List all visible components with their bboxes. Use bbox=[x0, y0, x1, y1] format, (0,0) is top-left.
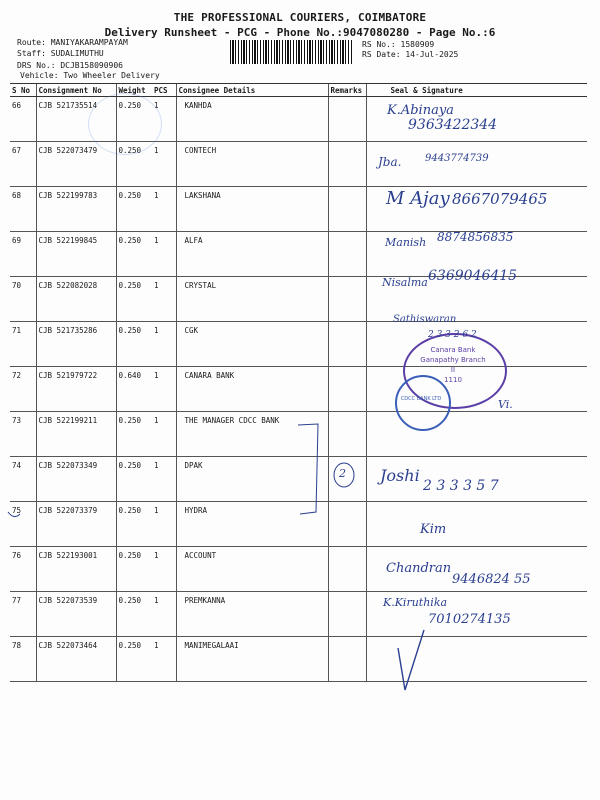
row-consignment-no: CJB 521979722 bbox=[36, 367, 116, 412]
row-consignee: CONTECH bbox=[176, 142, 328, 187]
row-consignment-no: CJB 522073464 bbox=[36, 637, 116, 682]
row-sno: 76 bbox=[10, 547, 36, 592]
signature-75-number: 2 3 3 3 5 7 bbox=[423, 478, 499, 494]
row-sno: 74 bbox=[10, 457, 36, 502]
signature-67-phone: 9443774739 bbox=[425, 153, 489, 164]
row-pcs: 1 bbox=[152, 187, 176, 232]
row-pcs: 1 bbox=[152, 367, 176, 412]
signature-75: Joshi bbox=[380, 466, 420, 485]
signature-77: Chandran bbox=[386, 561, 452, 576]
row-consignee: ACCOUNT bbox=[176, 547, 328, 592]
signature-68: M Ajay bbox=[386, 188, 450, 209]
row-weight: 0.250 bbox=[116, 187, 152, 232]
row-pcs: 1 bbox=[152, 97, 176, 142]
row-sno: 72 bbox=[10, 367, 36, 412]
row-pcs: 1 bbox=[152, 637, 176, 682]
signature-71: Sathiswaran bbox=[393, 314, 457, 325]
row-pcs: 1 bbox=[152, 277, 176, 322]
row-pcs: 1 bbox=[152, 592, 176, 637]
row-pcs: 1 bbox=[152, 457, 176, 502]
row-consignment-no: CJB 521735514 bbox=[36, 97, 116, 142]
row-sno: 66 bbox=[10, 97, 36, 142]
drs-label: DRS No.: DCJB158090906 bbox=[17, 61, 123, 70]
row-pcs: 1 bbox=[152, 322, 176, 367]
row-76-pen-mark bbox=[8, 512, 20, 517]
row-pcs: 1 bbox=[152, 142, 176, 187]
col-pcs: PCS bbox=[152, 84, 176, 97]
row-consignee: PREMKANNA bbox=[176, 592, 328, 637]
row-pcs: 1 bbox=[152, 502, 176, 547]
signature-70-phone: 6369046415 bbox=[428, 268, 518, 284]
row-weight: 0.250 bbox=[116, 547, 152, 592]
bracket-mark bbox=[298, 424, 318, 514]
document-title: THE PROFESSIONAL COURIERS, COIMBATORE bbox=[173, 11, 427, 24]
row-consignment-no: CJB 522082028 bbox=[36, 277, 116, 322]
row-pcs: 1 bbox=[152, 412, 176, 457]
row-pcs: 1 bbox=[152, 547, 176, 592]
row-consignee: CRYSTAL bbox=[176, 277, 328, 322]
row-consignment-no: CJB 522073479 bbox=[36, 142, 116, 187]
row-weight: 0.250 bbox=[116, 637, 152, 682]
signature-70: Nisalma bbox=[382, 276, 428, 289]
row-consignment-no: CJB 522199211 bbox=[36, 412, 116, 457]
row-weight: 0.250 bbox=[116, 232, 152, 277]
row-consignment-no: CJB 522199845 bbox=[36, 232, 116, 277]
col-consignment-no: Consignment No bbox=[36, 84, 116, 97]
staff-label: Staff: SUDALIMUTHU bbox=[17, 49, 104, 58]
circled-number-mark: 2 bbox=[339, 467, 346, 480]
row-weight: 0.640 bbox=[116, 367, 152, 412]
row-consignee: DPAK bbox=[176, 457, 328, 502]
signature-69-phone: 8874856835 bbox=[437, 230, 514, 244]
signature-69: Manish bbox=[385, 236, 427, 249]
row-consignee: CANARA BANK bbox=[176, 367, 328, 412]
row-weight: 0.250 bbox=[116, 592, 152, 637]
signature-66-phone: 9363422344 bbox=[408, 117, 498, 133]
cdcc-stamp-text: CDCC BANK LTD bbox=[400, 396, 442, 402]
rs-date: RS Date: 14-Jul-2025 bbox=[362, 50, 459, 59]
row-weight: 0.250 bbox=[116, 457, 152, 502]
signature-67: Jba. bbox=[378, 155, 402, 169]
signature-71-number: 2 3 3 2 6 2 bbox=[428, 330, 477, 340]
row-consignee: MANIMEGALAAI bbox=[176, 637, 328, 682]
row-sno: 71 bbox=[10, 322, 36, 367]
document-subtitle: Delivery Runsheet - PCG - Phone No.:9047080280 - Page No.:6 bbox=[104, 26, 496, 39]
signature-78-phone: 7010274135 bbox=[428, 612, 511, 627]
row-weight: 0.250 bbox=[116, 142, 152, 187]
canara-branch-name: Ganapathy Branch II bbox=[420, 356, 486, 374]
col-consignee: Consignee Details bbox=[176, 84, 328, 97]
col-remarks: Remarks bbox=[328, 84, 366, 97]
row-consignment-no: CJB 522073349 bbox=[36, 457, 116, 502]
signature-77-phone: 9446824 55 bbox=[452, 572, 531, 587]
row-consignee: ALFA bbox=[176, 232, 328, 277]
col-weight: Weight bbox=[116, 84, 152, 97]
row-consignee: CGK bbox=[176, 322, 328, 367]
col-seal-signature: Seal & Signature bbox=[366, 84, 587, 97]
row-sno: 67 bbox=[10, 142, 36, 187]
row-weight: 0.250 bbox=[116, 412, 152, 457]
row-sno: 69 bbox=[10, 232, 36, 277]
row-pcs: 1 bbox=[152, 232, 176, 277]
col-sno: S No bbox=[10, 84, 36, 97]
row-weight: 0.250 bbox=[116, 277, 152, 322]
row-consignee: KANHDA bbox=[176, 97, 328, 142]
row-consignee: LAKSHANA bbox=[176, 187, 328, 232]
row-consignment-no: CJB 522073539 bbox=[36, 592, 116, 637]
row-weight: 0.250 bbox=[116, 502, 152, 547]
canara-bank-name: Canara Bank bbox=[430, 346, 476, 354]
row-consignment-no: CJB 522199783 bbox=[36, 187, 116, 232]
row-sno: 78 bbox=[10, 637, 36, 682]
row-sno: 73 bbox=[10, 412, 36, 457]
row-consignment-no: CJB 522193001 bbox=[36, 547, 116, 592]
row-consignment-no: CJB 521735286 bbox=[36, 322, 116, 367]
row-sno: 68 bbox=[10, 187, 36, 232]
row-weight: 0.250 bbox=[116, 97, 152, 142]
signature-68-phone: 8667079465 bbox=[452, 190, 548, 208]
canara-branch-code: 1110 bbox=[444, 376, 462, 384]
row-consignee: HYDRA bbox=[176, 502, 328, 547]
signature-78: K.Kiruthika bbox=[383, 596, 448, 609]
row-weight: 0.250 bbox=[116, 322, 152, 367]
row-sno: 77 bbox=[10, 592, 36, 637]
rs-number: RS No.: 1580909 bbox=[362, 40, 435, 49]
row-consignment-no: CJB 522073379 bbox=[36, 502, 116, 547]
vehicle-label: Vehicle: Two Wheeler Delivery bbox=[20, 71, 160, 80]
row-sno: 75 bbox=[10, 502, 36, 547]
route-label: Route: MANIYAKARAMPAYAM bbox=[17, 38, 128, 47]
signature-73: Vi. bbox=[498, 398, 513, 411]
signature-76: Kim bbox=[420, 522, 447, 537]
signature-66: K.Abinaya bbox=[387, 103, 454, 118]
tick-mark bbox=[398, 630, 424, 690]
row-consignee: THE MANAGER CDCC BANK bbox=[176, 412, 328, 457]
row-sno: 70 bbox=[10, 277, 36, 322]
